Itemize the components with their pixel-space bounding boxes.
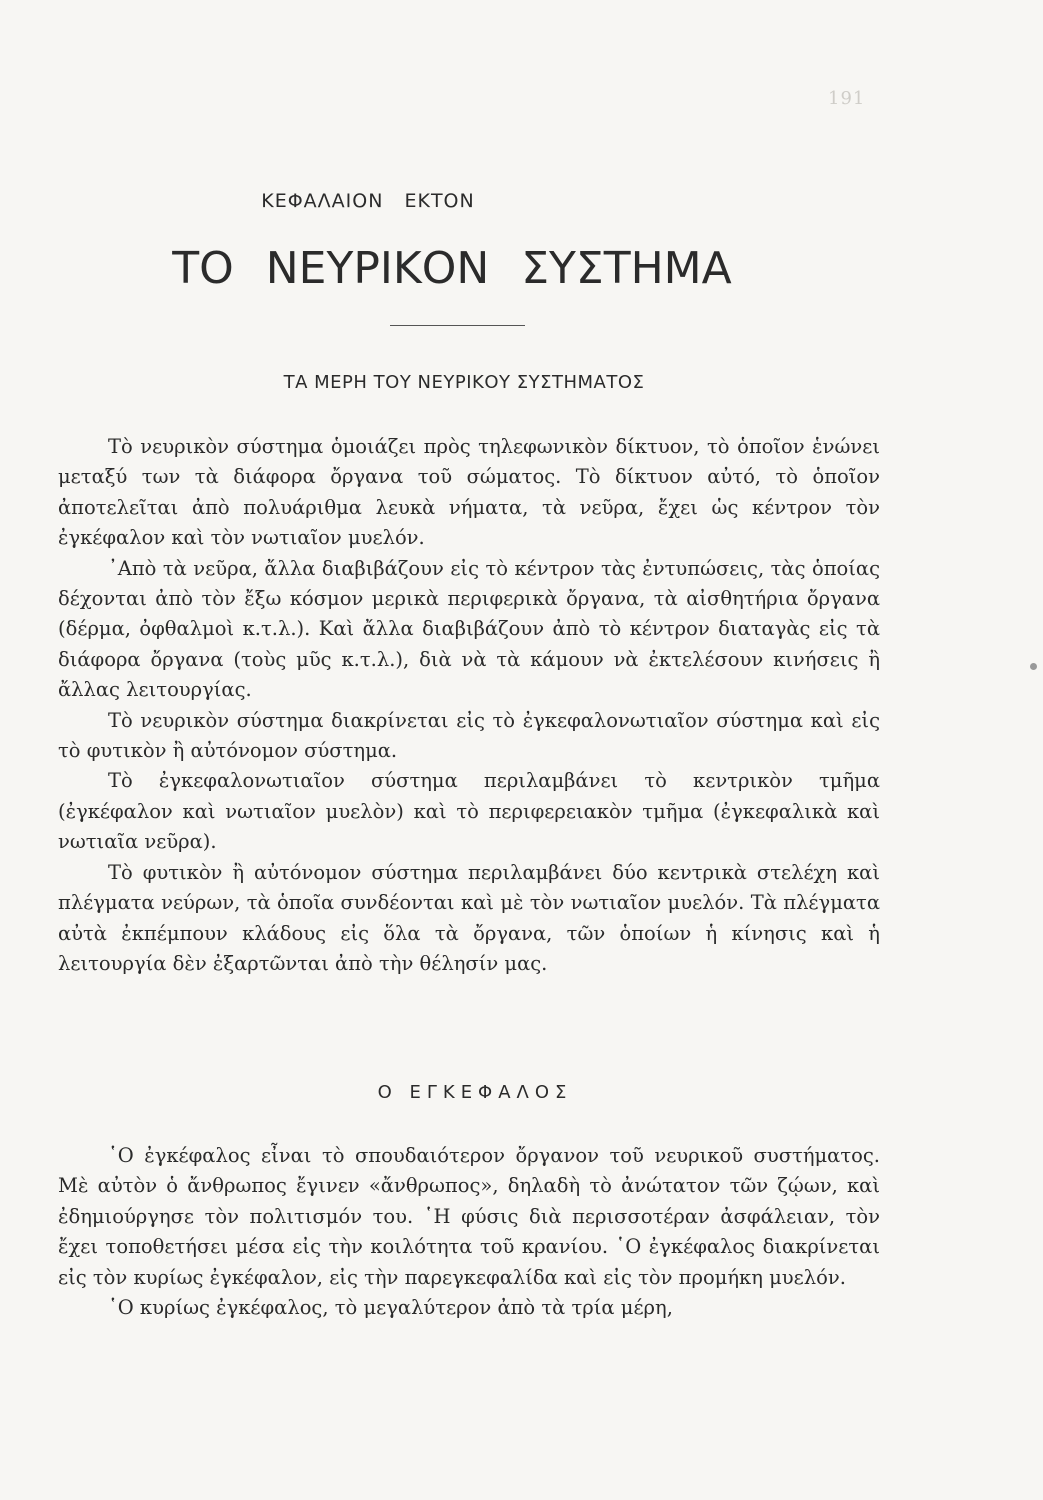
paragraph: ᾿Απὸ τὰ νεῦρα, ἄλλα διαβιβάζουν εἰς τὸ κέντρον τὰς ἐντυπώσεις, τὰς ὁποίας δέχονται ἀπὸ τὸν ἔξω κόσμον μερικὰ περιφερικὰ ὄργανα, τὰ αἰσθητήρια ὄργανα (δέρμα, ὀφθαλμοὶ κ.τ.λ.). Καὶ ἄλλα διαβιβάζουν ἀπὸ τὸ κέντρον διαταγὰς εἰς τὰ διάφορα ὄργανα (τοὺς μῦς κ.τ.λ.), διὰ νὰ τὰ κάμουν νὰ ἐκτελέσουν κινήσεις ἢ ἄλλας λειτουργίας. <box>58 556 880 702</box>
section-heading: Ο ΕΓΚΕΦΑΛΟΣ <box>377 1082 573 1103</box>
page-number: 191 <box>828 88 866 109</box>
margin-dot <box>1030 663 1037 670</box>
paragraph: Τὸ ἐγκεφαλονωτιαῖον σύστημα περιλαμβάνει τὸ κεντρικὸν τμῆμα (ἐγκέφαλον καὶ νωτιαῖον μυελὸν) καὶ τὸ περιφερειακὸν τμῆμα (ἐγκεφαλικὰ καὶ νωτιαῖα νεῦρα). <box>58 769 880 854</box>
paragraph: ῾Ο κυρίως ἐγκέφαλος, τὸ μεγαλύτερον ἀπὸ τὰ τρία μέρη, <box>108 1296 673 1320</box>
section-body <box>58 1141 880 1323</box>
chapter-title: ΤΟ ΝΕΥΡΙΚΟΝ ΣΥΣΤΗΜΑ <box>172 243 732 294</box>
paragraph: ῾Ο ἐγκέφαλος εἶναι τὸ σπουδαιότερον ὄργανον τοῦ νευρικοῦ συστήματος. Μὲ αὐτὸν ὁ ἄνθρωπος ἔγινεν «ἄνθρωπος», δηλαδὴ τὸ ἀνώτατον τῶν ζῴων, καὶ ἐδημιούργησε τὸν πολιτισμόν του. ῾Η φύσις διὰ περισσοτέραν ἀσφάλειαν, τὸν ἔχει τοποθετήσει μέσα εἰς τὴν κοιλότητα τοῦ κρανίου. ῾Ο ἐγκέφαλος διακρίνεται εἰς τὸν κυρίως ἐγκέφαλον, εἰς τὴν παρεγκεφαλίδα καὶ εἰς τὸν προμήκη μυελόν. <box>58 1144 880 1289</box>
paragraph: Τὸ νευρικὸν σύστημα διακρίνεται εἰς τὸ ἐγκεφαλονωτιαῖον σύστημα καὶ εἰς τὸ φυτικὸν ἢ αὐτόνομον σύστημα. <box>58 708 880 763</box>
paragraph: Τὸ φυτικὸν ἢ αὐτόνομον σύστημα περιλαμβάνει δύο κεντρικὰ στελέχη καὶ πλέγματα νεύρων, τὰ ὁποῖα συνδέονται καὶ μὲ τὸν νωτιαῖον μυελόν. Τὰ πλέγματα αὐτὰ ἐκπέμπουν κλάδους εἰς ὅλα τὰ ὄργανα, τῶν ὁποίων ἡ κίνησις καὶ ἡ λειτουργία δὲν ἐξαρτῶνται ἀπὸ τὴν θέλησίν μας. <box>58 860 880 975</box>
chapter-label: ΚΕΦΑΛΑΙΟΝ ΕΚΤΟΝ <box>261 190 475 212</box>
title-rule <box>390 325 525 326</box>
section-heading: ΤΑ ΜΕΡΗ ΤΟΥ ΝΕΥΡΙΚΟΥ ΣΥΣΤΗΜΑΤΟΣ <box>283 372 645 393</box>
paragraph: Τὸ νευρικὸν σύστημα ὁμοιάζει πρὸς τηλεφωνικὸν δίκτυον, τὸ ὁποῖον ἑνώνει μεταξύ των τὰ διάφορα ὄργανα τοῦ σώματος. Τὸ δίκτυον αὐτό, τὸ ὁποῖον ἀποτελεῖται ἀπὸ πολυάριθμα λευκὰ νήματα, τὰ νεῦρα, ἔχει ὡς κέντρον τὸν ἐγκέφαλον καὶ τὸν νωτιαῖον μυελόν. <box>58 435 880 550</box>
section-body <box>58 432 880 979</box>
